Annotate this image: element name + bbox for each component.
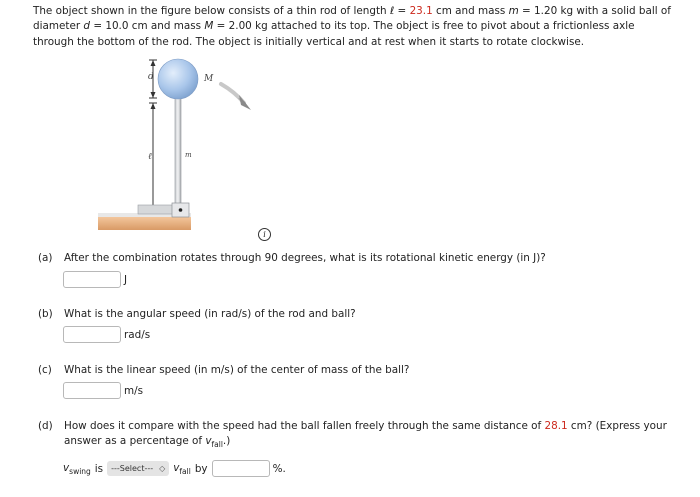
question-c-text: What is the linear speed (in m/s) of the center of mass of the ball? (64, 364, 410, 376)
label-d: d (148, 72, 154, 82)
fall-distance-value: 28.1 (544, 420, 568, 432)
is-text: is (94, 462, 104, 475)
ball (158, 59, 198, 99)
answer-a-unit: J (124, 273, 128, 286)
v-fall-symbol: $v_{fall}$ (173, 461, 191, 476)
mount-plate (138, 205, 176, 214)
answer-b-unit: rad/s (124, 328, 151, 341)
label-M: M (204, 74, 214, 84)
label-m: m (185, 151, 192, 159)
question-a (38, 251, 546, 266)
label-length: ℓ (148, 152, 152, 162)
answer-b-input[interactable] (63, 326, 121, 343)
dimension-length (148, 103, 157, 213)
ball-mass-symbol: M (204, 20, 214, 33)
question-a-label: (a) (38, 252, 53, 264)
intro-text: = (394, 5, 410, 17)
question-b (38, 307, 356, 322)
question-d-label: (d) (38, 420, 53, 432)
answer-c-unit: m/s (124, 384, 144, 397)
intro-text: = 10.0 cm and mass (90, 20, 205, 33)
question-a-text: After the combination rotates through 90 degrees, what is its rotational kinetic energy (in J)? (64, 252, 546, 264)
answer-row-c (63, 382, 143, 399)
dimension-d (148, 60, 157, 98)
comparison-select-value: ---Select--- (111, 464, 154, 473)
length-symbol: ℓ (389, 5, 395, 17)
rotation-arrow-icon (221, 84, 251, 110)
rod-ball-figure (95, 55, 270, 235)
question-d-text: How does it compare with the speed had the ball fallen freely through the same distance of 28.1 cm? (Express your answer as a percentage of $v_{fall}$.) (64, 420, 667, 449)
axle-point (179, 208, 183, 212)
answer-d-input[interactable] (212, 460, 270, 477)
intro-text: The object shown in the figure below consists of a thin rod of length (33, 5, 390, 17)
answer-row-d (63, 460, 286, 477)
shelf (98, 217, 191, 230)
answer-a-input[interactable] (63, 271, 121, 288)
question-c (38, 363, 410, 378)
intro-text: = 2.00 kg attached to its top. The object is free to pivot about a frictionless axle through the bottom of the rod. The object is initially vertical and at rest when it starts to rotate clockwise. (33, 20, 635, 48)
answer-row-b (63, 326, 150, 343)
intro-text: cm and mass (432, 5, 509, 17)
question-b-text: What is the angular speed (in rad/s) of the rod and ball? (64, 308, 356, 320)
question-b-label: (b) (38, 308, 53, 320)
rod (175, 93, 181, 213)
question-d (38, 419, 667, 449)
answer-row-a (63, 271, 127, 288)
problem-statement (33, 4, 673, 50)
by-text: by (194, 462, 208, 475)
v-swing-symbol: $v_{swing}$ (63, 461, 91, 476)
intro-text: = 1.20 kg with a solid ball of diameter (33, 5, 671, 33)
question-c-label: (c) (38, 364, 52, 376)
info-icon[interactable]: i (258, 228, 271, 241)
rod-mass-symbol: m (508, 5, 519, 17)
comparison-select[interactable] (107, 461, 169, 476)
answer-d-unit: %. (272, 462, 286, 475)
rod-length-value: 23.1 (409, 5, 433, 17)
chevron-updown-icon: ◇ (159, 464, 166, 473)
diameter-symbol: d (83, 20, 91, 33)
answer-c-input[interactable] (63, 382, 121, 399)
